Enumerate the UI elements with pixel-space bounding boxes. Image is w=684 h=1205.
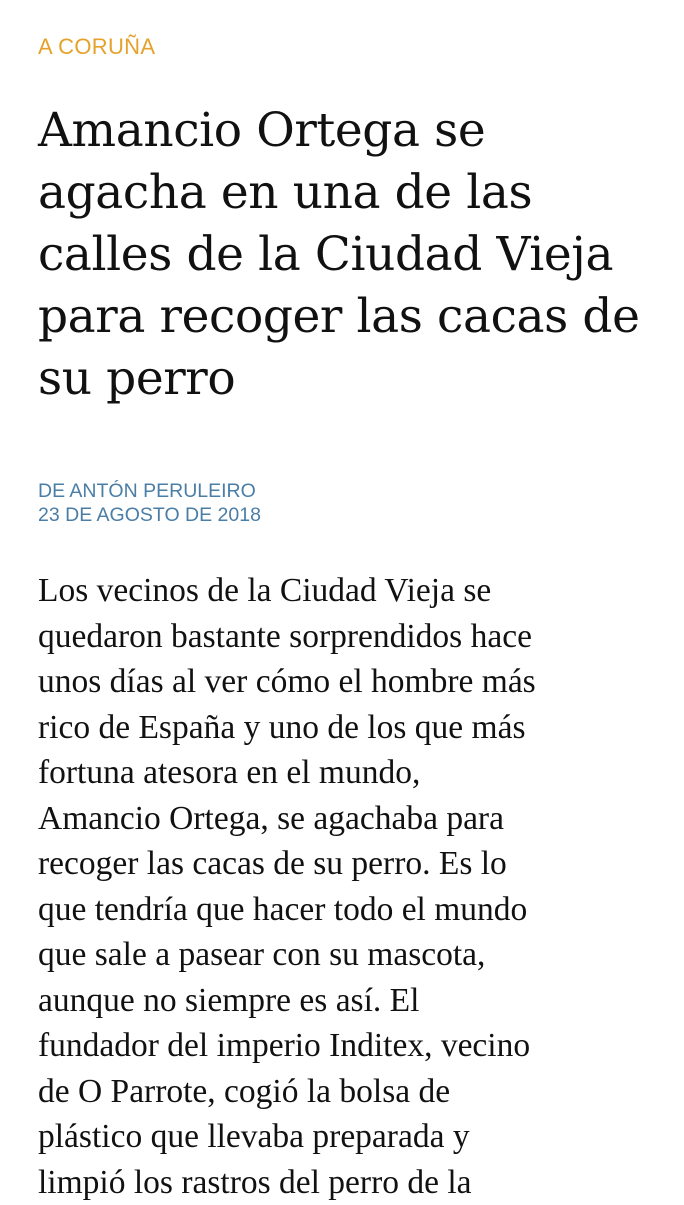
body-line: recoger las cacas de su perro. Es lo (38, 841, 663, 887)
author: DE ANTÓN PERULEIRO (38, 479, 261, 503)
body-line: fortuna atesora en el mundo, (38, 750, 663, 796)
body-line: Amancio Ortega, se agachaba para (38, 796, 663, 842)
body-line: unos días al ver cómo el hombre más (38, 659, 663, 705)
body-line: de O Parrote, cogió la bolsa de (38, 1069, 663, 1115)
body-line: quedaron bastante sorprendidos hace (38, 614, 663, 660)
section-label[interactable]: A CORUÑA (38, 34, 155, 60)
body-line: aunque no siempre es así. El (38, 978, 663, 1024)
body-line: que tendría que hacer todo el mundo (38, 887, 663, 933)
publish-date: 23 DE AGOSTO DE 2018 (38, 503, 261, 527)
body-line: plástico que llevaba preparada y (38, 1114, 663, 1160)
body-line: rico de España y uno de los que más (38, 705, 663, 751)
body-line: que sale a pasear con su mascota, (38, 932, 663, 978)
article-body (38, 568, 663, 1205)
body-line: fundador del imperio Inditex, vecino (38, 1023, 663, 1069)
body-line: limpió los rastros del perro de la (38, 1160, 663, 1205)
headline: Amancio Ortega se agacha en una de las calles de la Ciudad Vieja para recoger las cacas de su perro (38, 100, 658, 410)
body-line: Los vecinos de la Ciudad Vieja se (38, 568, 663, 614)
byline (38, 479, 261, 527)
